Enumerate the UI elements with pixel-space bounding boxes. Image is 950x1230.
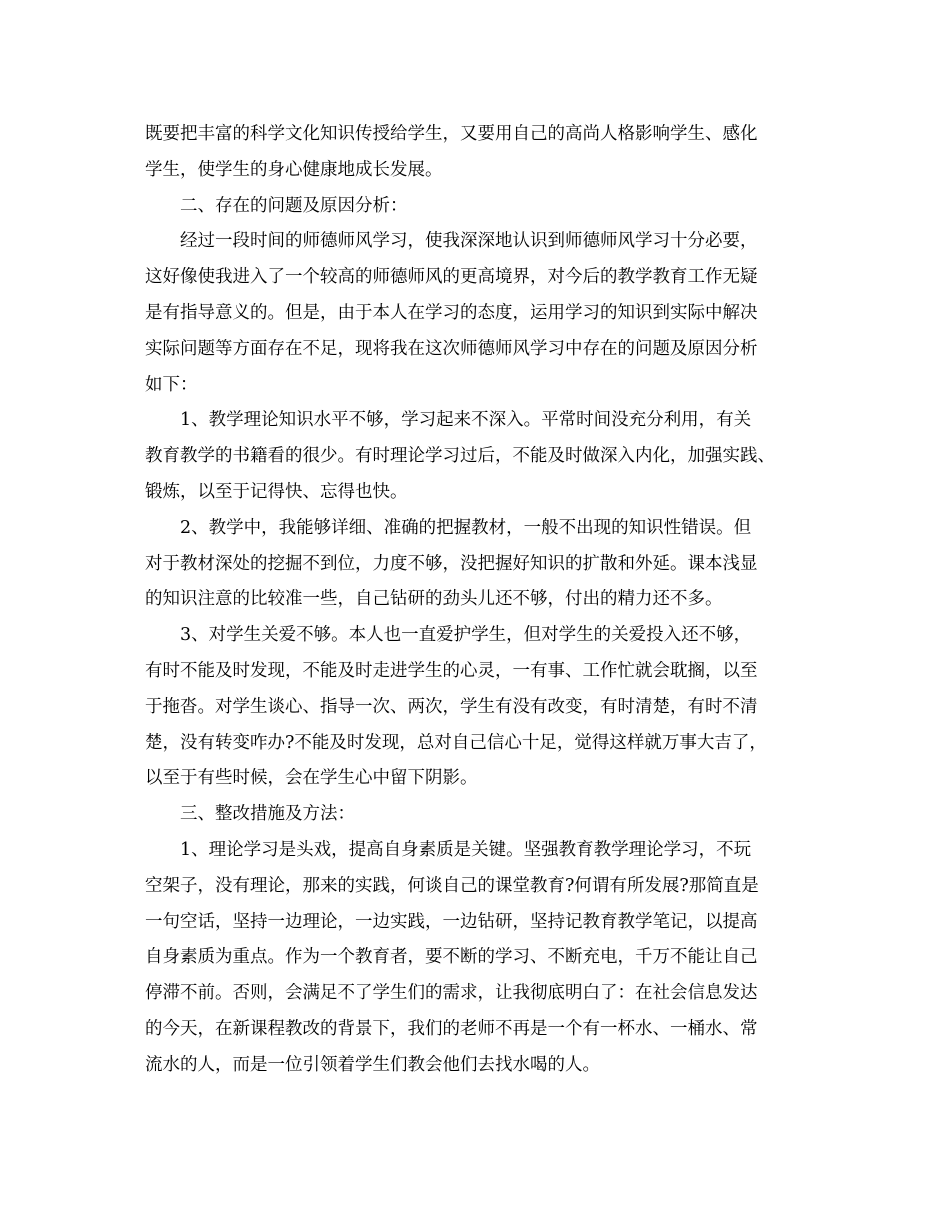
text-line: 2、教学中，我能够详细、准确的把握教材，一般不出现的知识性错误。但 <box>180 517 752 538</box>
text-line: 1、教学理论知识水平不够，学习起来不深入。平常时间没充分利用，有关 <box>180 410 752 431</box>
text-line: 一句空话，坚持一边理论，一边实践，一边钻研，坚持记教育教学笔记，以提高 <box>145 911 758 932</box>
text-line: 有时不能及时发现，不能及时走进学生的心灵，一有事、工作忙就会耽搁，以至 <box>145 660 758 681</box>
text-line: 学生，使学生的身心健康地成长发展。 <box>145 159 443 180</box>
text-line: 实际问题等方面存在不足，现将我在这次师德师风学习中存在的问题及原因分析 <box>145 338 758 359</box>
text-line: 于拖沓。对学生谈心、指导一次、两次，学生有没有改变，有时清楚，有时不清 <box>145 696 758 717</box>
text-line: 以至于有些时候，会在学生心中留下阴影。 <box>145 768 478 789</box>
text-line: 停滞不前。否则，会满足不了学生们的需求，让我彻底明白了：在社会信息发达 <box>145 983 758 1004</box>
text-line: 这好像使我进入了一个较高的师德师风的更高境界，对今后的教学教育工作无疑 <box>145 267 758 288</box>
text-line: 流水的人，而是一位引领着学生们教会他们去找水喝的人。 <box>145 1054 600 1075</box>
text-line: 既要把丰富的科学文化知识传授给学生，又要用自己的高尚人格影响学生、感化 <box>145 124 758 144</box>
text-line: 是有指导意义的。但是，由于本人在学习的态度，运用学习的知识到实际中解决 <box>145 302 758 323</box>
text-line: 空架子，没有理论，那来的实践，何谈自己的课堂教育?何谓有所发展?那简直是 <box>145 875 759 896</box>
text-line: 经过一段时间的师德师风学习，使我深深地认识到师德师风学习十分必要， <box>180 231 758 252</box>
section-heading: 三、整改措施及方法： <box>180 804 355 825</box>
text-line: 1、理论学习是头戏，提高自身素质是关键。坚强教育教学理论学习，不玩 <box>180 839 752 860</box>
text-line: 的知识注意的比较准一些，自己钻研的劲头儿还不够，付出的精力还不多。 <box>145 589 723 610</box>
text-line: 楚，没有转变咋办?不能及时发现，总对自己信心十足，觉得这样就万事大吉了， <box>145 732 767 753</box>
document-body <box>145 117 820 1084</box>
text-line: 锻炼，以至于记得快、忘得也快。 <box>145 481 408 502</box>
section-heading: 二、存在的问题及原因分析： <box>180 195 408 216</box>
text-line: 自身素质为重点。作为一个教育者，要不断的学习、不断充电，千万不能让自己 <box>145 947 758 968</box>
text-line: 的今天，在新课程教改的背景下，我们的老师不再是一个有一杯水、一桶水、常 <box>145 1018 758 1039</box>
text-line: 教育教学的书籍看的很少。有时理论学习过后，不能及时做深入内化，加强实践、 <box>145 446 775 467</box>
text-line: 3、对学生关爱不够。本人也一直爱护学生，但对学生的关爱投入还不够， <box>180 625 752 646</box>
text-line: 对于教材深处的挖掘不到位，力度不够，没把握好知识的扩散和外延。课本浅显 <box>145 553 758 574</box>
text-line: 如下： <box>145 374 198 395</box>
